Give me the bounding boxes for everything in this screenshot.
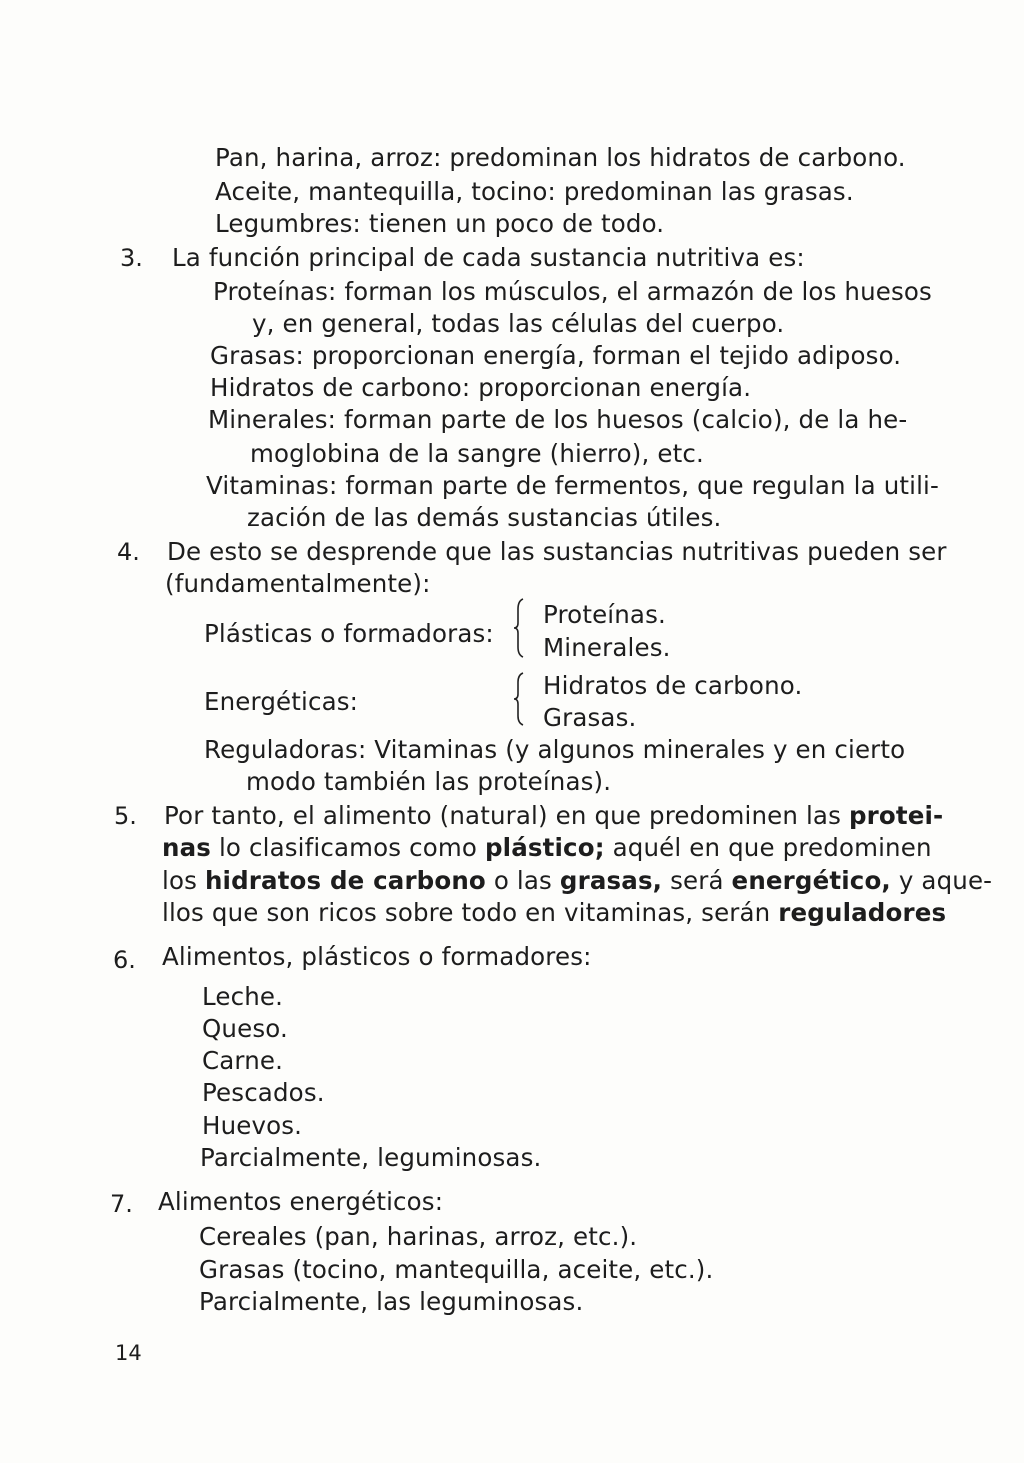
list-item: Pescados. [202,1078,325,1107]
list-item: Grasas (tocino, mantequilla, aceite, etc.). [199,1255,714,1284]
list-item: Queso. [202,1014,288,1043]
text-line: llos que son ricos sobre todo en vitaminas, serán reguladores [162,898,947,927]
text-line: De esto se desprende que las sustancias nutritivas pueden ser [167,537,947,566]
list-item: Hidratos de carbono. [543,671,803,700]
bold-term: plástico; [484,833,605,862]
item-number: 6. [113,946,136,974]
text-line: Por tanto, el alimento (natural) en que predominen las protei- [164,801,944,830]
list-item: Minerales. [543,633,671,662]
text-line: Grasas: proporcionan energía, forman el tejido adiposo. [210,341,902,370]
bold-term: hidratos de carbono [204,866,486,895]
group-label: Energéticas: [204,687,359,716]
text-line: Alimentos energéticos: [158,1187,444,1216]
text-line: modo también las proteínas). [246,767,612,796]
text-line: y, en general, todas las células del cuerpo. [252,309,785,338]
list-item: Grasas. [543,703,637,732]
item-number: 3. [120,244,143,272]
text-line: Vitaminas: forman parte de fermentos, que regulan la utili- [206,471,939,500]
bold-term: reguladores [778,898,947,927]
text-line: Legumbres: tienen un poco de todo. [215,209,665,238]
list-item: Proteínas. [543,600,666,629]
text-line: Aceite, mantequilla, tocino: predominan las grasas. [215,177,854,206]
list-item: Carne. [202,1046,284,1075]
list-item: Parcialmente, leguminosas. [200,1143,542,1172]
list-item: Huevos. [202,1111,303,1140]
text-line: Proteínas: forman los músculos, el armazón de los huesos [213,277,932,306]
bold-term: energético, [731,866,891,895]
text-line: nas lo clasificamos como plástico; aquél en que predominen [162,833,932,862]
item-number: 7. [110,1190,133,1218]
text-line: Hidratos de carbono: proporcionan energía. [210,373,752,402]
bold-term: grasas, [559,866,663,895]
bold-term: protei- [848,801,944,830]
list-item: Cereales (pan, harinas, arroz, etc.). [199,1222,638,1251]
text-line: moglobina de la sangre (hierro), etc. [250,439,704,468]
bold-term: nas [162,833,212,862]
text-line: La función principal de cada sustancia nutritiva es: [172,243,805,272]
group-label: Plásticas o formadoras: [204,619,494,648]
text-line: Alimentos, plásticos o formadores: [162,942,592,971]
text-line: Pan, harina, arroz: predominan los hidratos de carbono. [215,143,906,172]
item-number: 4. [117,538,140,566]
text-line: Reguladoras: Vitaminas (y algunos minerales y en cierto [204,735,906,764]
text-line: (fundamentalmente): [165,569,431,598]
text-line: zación de las demás sustancias útiles. [247,503,722,532]
brace-icon [512,671,526,727]
list-item: Leche. [202,982,284,1011]
text-line: los hidratos de carbono o las grasas, será energético, y aque- [162,866,993,895]
brace-icon [512,597,526,659]
page-number: 14 [115,1341,142,1365]
item-number: 5. [114,802,137,830]
list-item: Parcialmente, las leguminosas. [199,1287,584,1316]
text-line: Minerales: forman parte de los huesos (calcio), de la he- [208,405,908,434]
